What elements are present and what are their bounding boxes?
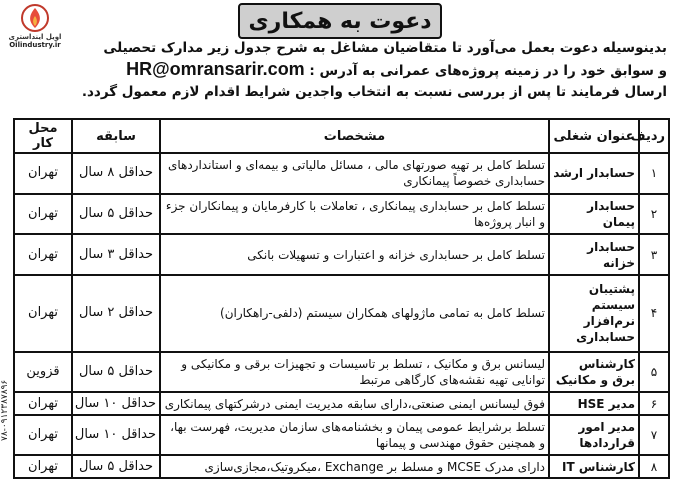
row-desc: تسلط کامل بر تهیه صورتهای مالی ، مسائل مالیاتی و بیمه‌ای و استانداردهای حسابداری خصوصاً پیمانکاری xyxy=(160,153,549,194)
table-row xyxy=(14,275,669,352)
row-loc: قزوین xyxy=(14,352,72,393)
row-desc: تسلط برشرایط عمومی پیمان و بخشنامه‌های سازمان مدیریت، فهرست بها، و همچنین حقوق مهندسی و پیمانها xyxy=(160,415,549,456)
table-row xyxy=(14,392,669,415)
table-row xyxy=(14,194,669,235)
logo-text-en: Oilindustry.ir xyxy=(9,41,61,49)
email-link[interactable]: HR@omransarir.com xyxy=(126,59,305,79)
row-title: مدیر امور قراردادها xyxy=(549,415,639,456)
row-title: کارشناس IT xyxy=(549,455,639,478)
row-desc: فوق لیسانس ایمنی صنعتی،دارای سابقه مدیریت ایمنی درشرکتهای پیمانکاری xyxy=(160,392,549,415)
logo-text-fa: اویل اینداستری xyxy=(8,33,62,41)
row-loc: تهران xyxy=(14,234,72,275)
row-title: حسابدار ارشد xyxy=(549,153,639,194)
row-num: ۷ xyxy=(639,415,669,456)
row-loc: تهران xyxy=(14,455,72,478)
header-exp: سابقه xyxy=(72,119,160,153)
row-title: کارشناس برق و مکانیک xyxy=(549,352,639,393)
row-num: ۶ xyxy=(639,392,669,415)
row-title: حسابدار خزانه xyxy=(549,234,639,275)
row-exp: حداقل ۸ سال xyxy=(72,153,160,194)
row-desc: تسلط کامل بر حسابداری خزانه و اعتبارات و تسهیلات بانکی xyxy=(160,234,549,275)
page-title: دعوت به همکاری xyxy=(238,3,442,39)
table-row xyxy=(14,455,669,478)
header-desc: مشخصات xyxy=(160,119,549,153)
side-code: ۷۸-۰۹۱۲۳۸۷۸۹۶ xyxy=(0,379,10,441)
row-loc: تهران xyxy=(14,275,72,352)
row-title: پشتیبان سیستم نرم‌افزار حسابداری xyxy=(549,275,639,352)
row-num: ۵ xyxy=(639,352,669,393)
table-row xyxy=(14,352,669,393)
row-exp: حداقل ۵ سال xyxy=(72,455,160,478)
row-exp: حداقل ۵ سال xyxy=(72,352,160,393)
row-desc: لیسانس برق و مکانیک ، تسلط بر تاسیسات و تجهیزات برقی و مکانیکی و توانایی تهیه نقشه‌های کارگاهی مرتبط xyxy=(160,352,549,393)
row-desc: تسلط کامل بر حسابداری پیمانکاری ، تعاملات با کارفرمایان و پیمانکاران جزء و انبار پروژه‌ها xyxy=(160,194,549,235)
row-loc: تهران xyxy=(14,415,72,456)
jobs-table xyxy=(13,118,670,479)
intro-line-2-text: و سوابق خود را در زمینه پروژه‌های عمرانی به آدرس : xyxy=(309,63,667,79)
table-header-row xyxy=(14,119,669,153)
row-num: ۳ xyxy=(639,234,669,275)
row-exp: حداقل ۲ سال xyxy=(72,275,160,352)
table-row xyxy=(14,153,669,194)
intro-line-3: ارسال فرمایند تا پس از بررسی نسبت به انتخاب واجدین شرایط اقدام لازم معمول گردد. xyxy=(81,84,667,100)
row-num: ۴ xyxy=(639,275,669,352)
intro-line-1: بدینوسیله دعوت بعمل می‌آورد تا متقاضیان مشاغل به شرح جدول زیر مدارک تحصیلی xyxy=(103,40,667,56)
row-num: ۲ xyxy=(639,194,669,235)
header-num: ردیف xyxy=(639,119,669,153)
row-desc: دارای مدرک MCSE و مسلط بر Exchange ،میکروتیک،مجازی‌سازی xyxy=(160,455,549,478)
row-title: مدیر HSE xyxy=(549,392,639,415)
row-num: ۱ xyxy=(639,153,669,194)
header-loc: محل کار xyxy=(14,119,72,153)
row-loc: تهران xyxy=(14,153,72,194)
row-loc: تهران xyxy=(14,392,72,415)
row-desc: تسلط کامل به تمامی ماژولهای همکاران سیستم (دلفی-راهکاران) xyxy=(160,275,549,352)
row-exp: حداقل ۵ سال xyxy=(72,194,160,235)
row-num: ۸ xyxy=(639,455,669,478)
row-exp: حداقل ۱۰ سال xyxy=(72,392,160,415)
logo xyxy=(4,3,66,51)
row-exp: حداقل ۳ سال xyxy=(72,234,160,275)
row-loc: تهران xyxy=(14,194,72,235)
header-title: عنوان شغلی xyxy=(549,119,639,153)
table-row xyxy=(14,415,669,456)
intro-text xyxy=(67,38,667,103)
flame-logo-icon xyxy=(19,3,51,33)
row-exp: حداقل ۱۰ سال xyxy=(72,415,160,456)
table-row xyxy=(14,234,669,275)
intro-line-2 xyxy=(67,59,667,82)
row-title: حسابدار پیمان xyxy=(549,194,639,235)
